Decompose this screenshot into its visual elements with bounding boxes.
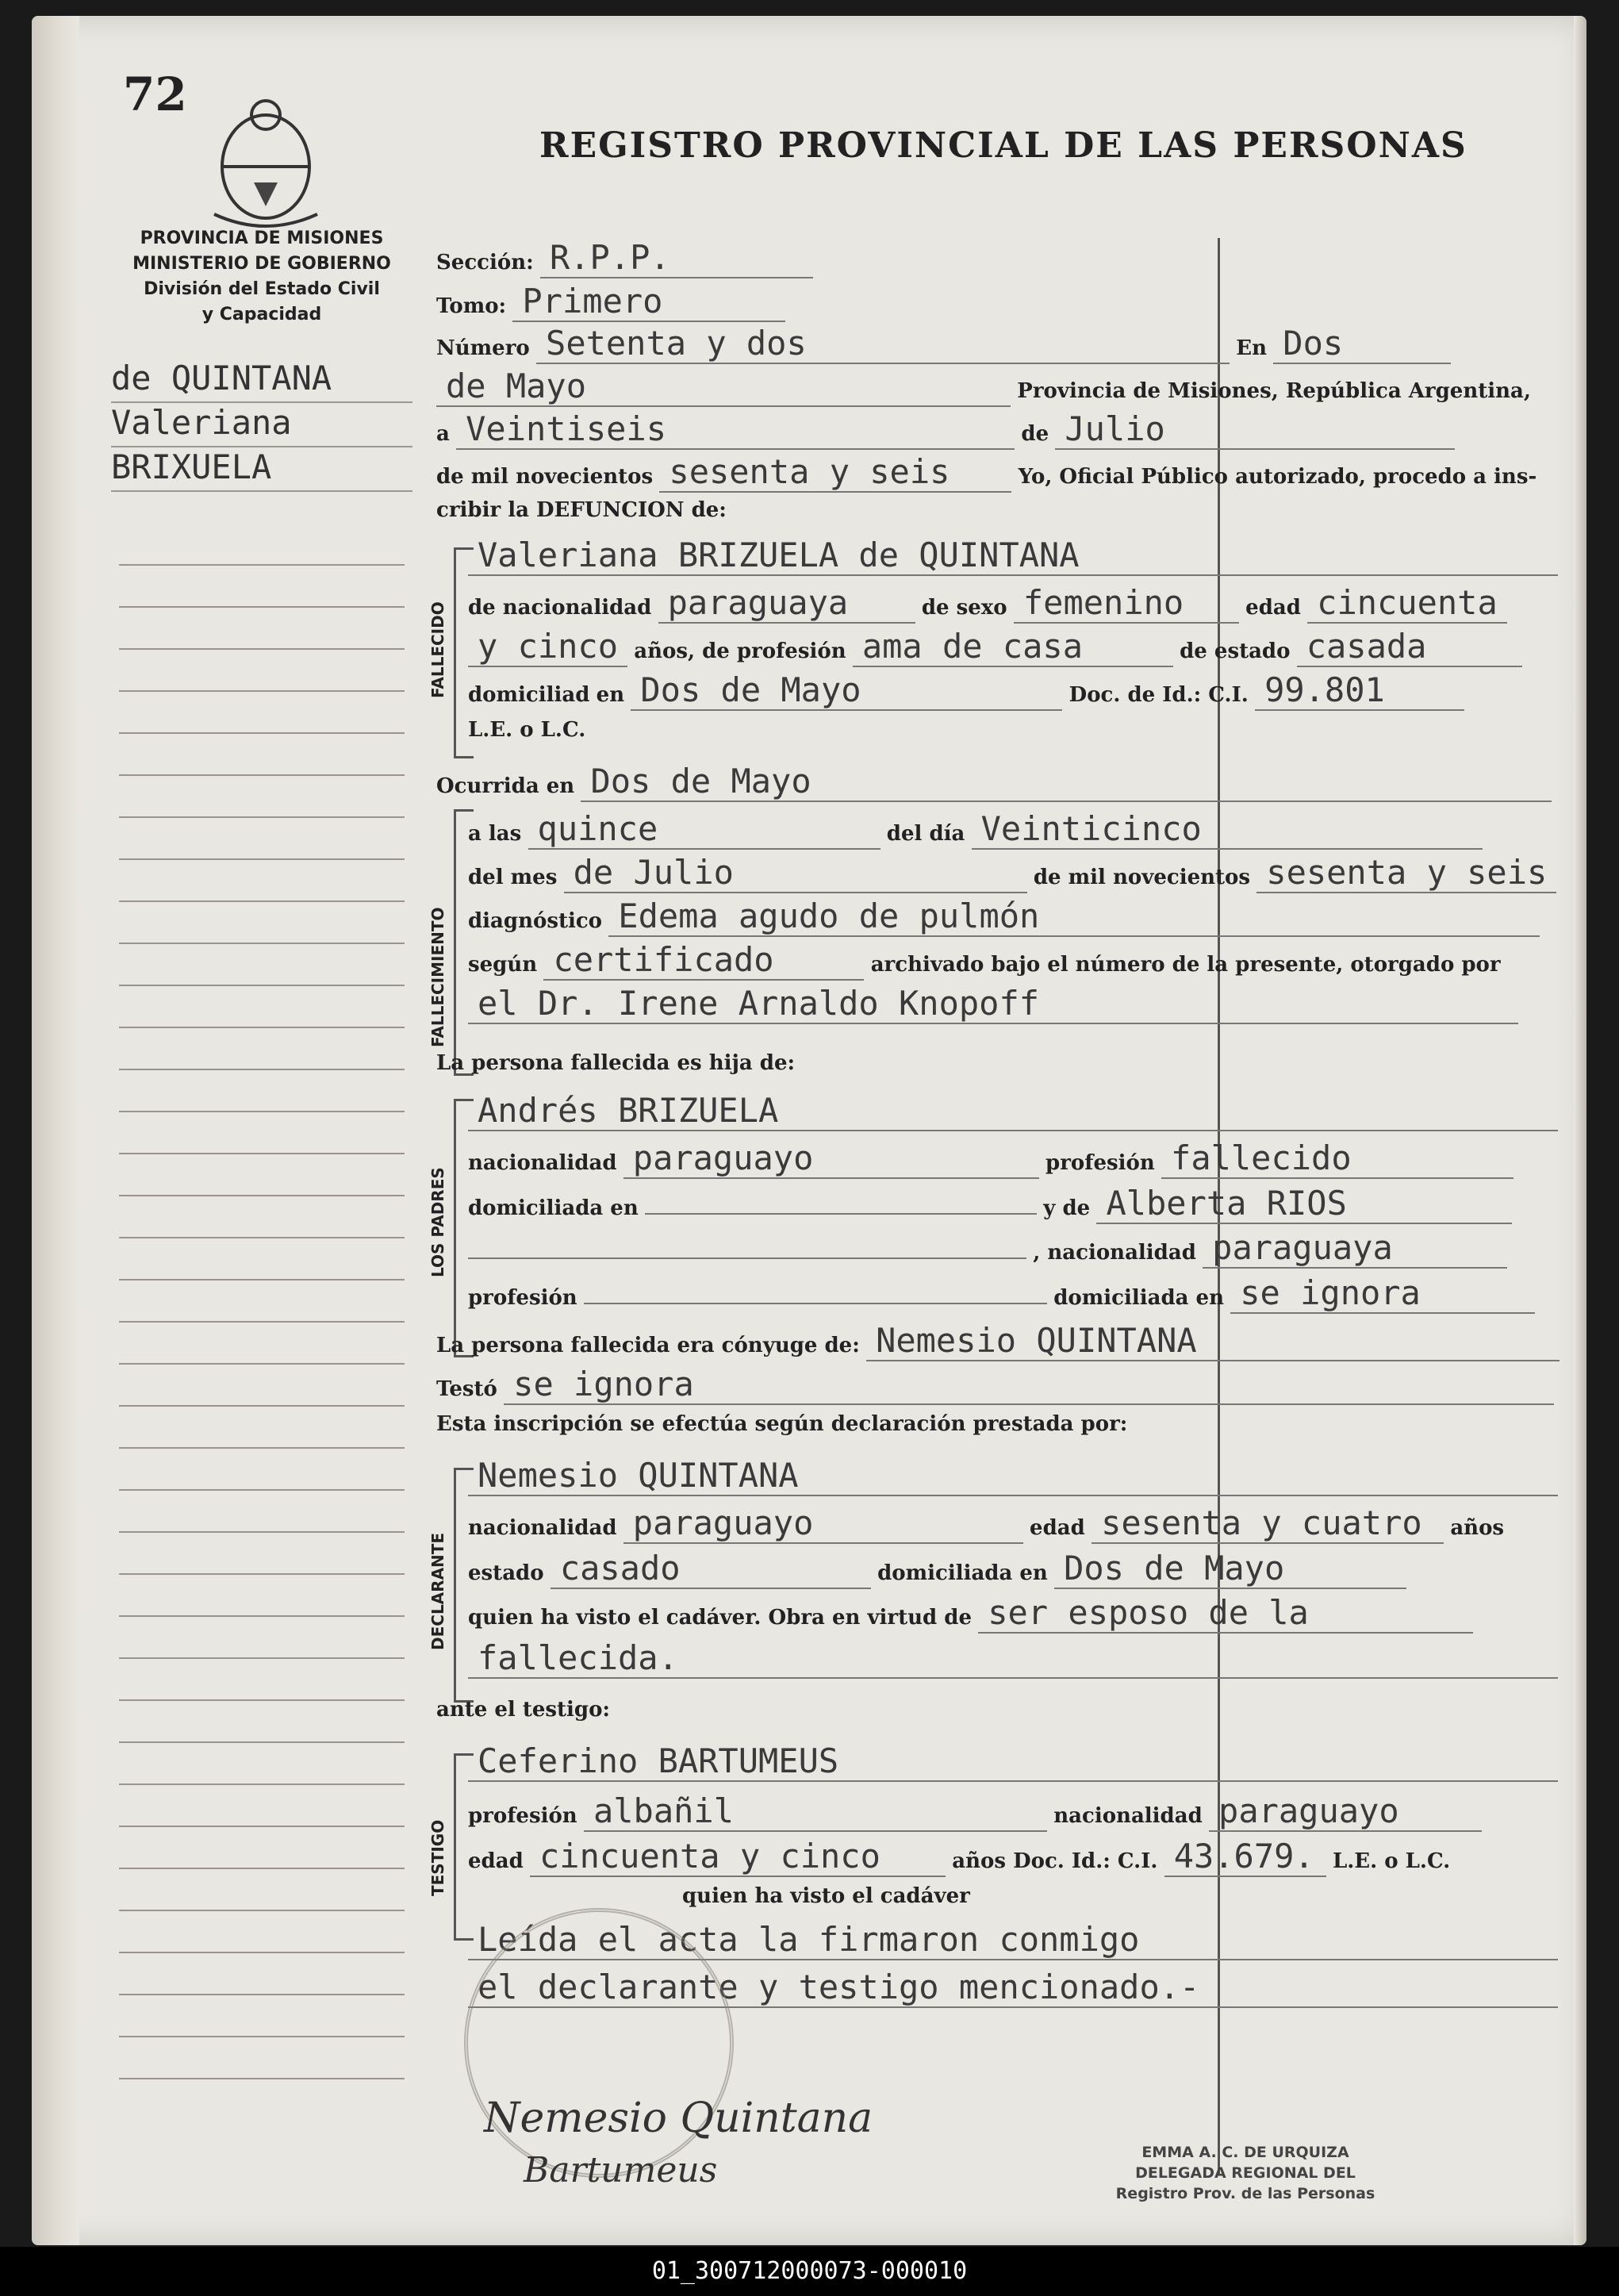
nacionalidad-value: paraguaya [658, 583, 915, 624]
madre-prof-row [468, 1273, 1535, 1314]
declarante-edad-value: sesenta y cuatro [1091, 1503, 1444, 1544]
declarante-anos-label: años [1450, 1516, 1505, 1540]
margin-name-line: de QUINTANA [111, 359, 412, 403]
register-page [32, 16, 1586, 2245]
cierre-text-2: el declarante y testigo mencionado.- [468, 1968, 1558, 2008]
edad-cont-value: y cinco [468, 627, 627, 667]
hija-label: La persona fallecida es hija de: [436, 1051, 796, 1075]
seccion-value: R.P.P. [540, 238, 813, 278]
padre-dom-label: domiciliada en [468, 1196, 639, 1220]
padre-nac-row [468, 1138, 1513, 1179]
signature-testigo: Bartumeus [524, 2150, 718, 2190]
lugar-value: de Mayo [436, 367, 1011, 407]
inscripcion-label: Esta inscripción se efectúa según declaración prestada por: [436, 1412, 1128, 1436]
fallecido-nombre: Valeriana BRIZUELA de QUINTANA [468, 536, 1558, 576]
testigo-visto-label: quien ha visto el cadáver [682, 1884, 970, 1908]
testigo-prof-row [468, 1791, 1482, 1832]
madre-dom-value: se ignora [1230, 1273, 1535, 1314]
profesion-row [468, 627, 1522, 667]
page-number: 72 [123, 67, 187, 121]
provincia-label: Provincia de Misiones, República Argentina, [1017, 379, 1531, 403]
testigo-nac-value: paraguayo [1209, 1791, 1482, 1832]
ocurrida-label: Ocurrida en [436, 774, 575, 798]
fallecimiento-section-label: FALLECIMIENTO [428, 907, 447, 1047]
coat-of-arms-icon [206, 87, 325, 238]
mes-value: Julio [1055, 409, 1455, 450]
numero-label: Número [436, 336, 530, 360]
padre-dom-value [645, 1213, 1037, 1215]
testigo-prof-value: albañil [584, 1791, 1047, 1832]
nacionalidad-row [468, 583, 1507, 624]
declarante-nac-value: paraguayo [623, 1503, 1023, 1544]
padre-prof-value: fallecido [1161, 1138, 1513, 1179]
edad-value: cincuenta [1307, 583, 1507, 624]
testigo-doc-label: años Doc. Id.: C.I. [952, 1849, 1158, 1873]
testigo-ci-value: 43.679. [1164, 1837, 1326, 1877]
book-binding [32, 16, 79, 2245]
delmes-row [468, 853, 1556, 893]
anio-fallecimiento-value: sesenta y seis [1256, 853, 1556, 893]
official-line: DELEGADA REGIONAL DEL [1135, 2164, 1356, 2182]
obra-value: ser esposo de la [978, 1593, 1473, 1634]
declarante-estado-label: estado [468, 1561, 544, 1585]
madre-nombre: Alberta RIOS [1096, 1184, 1512, 1224]
testigo-label: ante el testigo: [436, 1698, 611, 1722]
margin-name [111, 359, 412, 492]
seccion-label: Sección: [436, 251, 534, 275]
yo-label: Yo, Oficial Público autorizado, procedo a ins- [1018, 465, 1537, 489]
padres-section-label: LOS PADRES [428, 1167, 447, 1277]
domicilio-value: Dos de Mayo [631, 670, 1062, 711]
org-line: MINISTERIO DE GOBIERNO [132, 254, 391, 274]
tomo-label: Tomo: [436, 294, 507, 318]
visto-label: quien ha visto el cadáver. Obra en virtud de [468, 1606, 972, 1630]
testigo-edad-value: cincuenta y cinco [530, 1837, 946, 1877]
official-title [1079, 2142, 1412, 2204]
hora-row [468, 809, 1483, 850]
obra-cont-row [468, 1638, 1558, 1679]
padre-nombre: Andrés BRIZUELA [468, 1091, 1558, 1131]
testigo-row [468, 1741, 1558, 1782]
en-value: Dos [1273, 324, 1451, 364]
segun-row [468, 940, 1501, 981]
archivado-label: archivado bajo el número de la presente, otorgado por [870, 953, 1501, 977]
visto-row [468, 1593, 1473, 1634]
tomo-value: Primero [512, 282, 785, 322]
margin-ruled-lines [119, 524, 405, 2110]
lugar-row [436, 367, 1531, 407]
testigo-section-label: TESTIGO [428, 1819, 447, 1896]
issuing-organization [119, 226, 405, 328]
ocurrida-value: Dos de Mayo [581, 762, 1552, 802]
yde-label: y de [1043, 1196, 1091, 1220]
en-label: En [1236, 336, 1268, 360]
testigo-nac-label: nacionalidad [1053, 1804, 1203, 1828]
estado-label: de estado [1180, 639, 1291, 663]
dia-fallecimiento-value: Veinticinco [972, 809, 1483, 850]
testigo-edad-row [468, 1837, 1450, 1877]
dia-value: Veintiseis [456, 409, 1015, 450]
fecha-row [436, 409, 1455, 450]
alas-label: a las [468, 822, 522, 846]
profesion-label: años, de profesión [634, 639, 846, 663]
madre-dom-label: domiciliada en [1053, 1286, 1224, 1310]
domicilio-label: domiciliad [468, 683, 590, 707]
obra-cont-value: fallecida. [468, 1638, 1558, 1679]
ci-value: 99.801 [1255, 670, 1464, 711]
padre-nac-label: nacionalidad [468, 1151, 617, 1175]
testigo-nombre: Ceferino BARTUMEUS [468, 1741, 1558, 1782]
segun-label: según [468, 953, 538, 977]
nacionalidad-label: de nacionalidad [468, 596, 652, 620]
segun-value: certificado [543, 940, 864, 981]
org-line: PROVINCIA DE MISIONES [140, 228, 384, 248]
padre-dom-row [468, 1184, 1512, 1224]
declarante-estado-row [468, 1549, 1406, 1589]
signature-declarante: Nemesio Quintana [484, 2094, 873, 2142]
declarante-estado-value: casado [551, 1549, 871, 1589]
padre-row [468, 1091, 1558, 1131]
conyuge-label: La persona fallecida era cónyuge de: [436, 1334, 860, 1357]
official-line: Registro Prov. de las Personas [1115, 2185, 1375, 2202]
image-id-footer: 01_300712000073-000010 [0, 2247, 1619, 2296]
sexo-value: femenino [1014, 583, 1239, 624]
cribir-label: cribir la DEFUNCION de: [436, 498, 727, 522]
margin-name-line: BRIXUELA [111, 447, 412, 492]
nombre-row [468, 536, 1558, 576]
diagnostico-row [468, 897, 1540, 937]
cierre-text-1: Leída el acta la firmaron conmigo [468, 1920, 1558, 1960]
declarante-dom-label: domiciliada en [877, 1561, 1048, 1585]
medico-row [468, 984, 1518, 1024]
madre-nac-label: , nacionalidad [1033, 1241, 1196, 1265]
estado-value: casada [1297, 627, 1522, 667]
le-label: L.E. o L.C. [468, 718, 586, 742]
en-label: en [596, 683, 625, 707]
profesion-value: ama de casa [853, 627, 1173, 667]
domicilio-row [468, 670, 1464, 711]
fallecido-section-label: FALLECIDO [428, 601, 447, 698]
deldia-label: del día [886, 822, 965, 846]
madre-prof-value [584, 1303, 1047, 1304]
padre-prof-label: profesión [1045, 1151, 1155, 1175]
declarante-row [468, 1456, 1558, 1496]
diagnostico-value: Edema agudo de pulmón [608, 897, 1540, 937]
numero-value: Setenta y dos [536, 324, 1230, 364]
conyuge-row [436, 1321, 1560, 1361]
madre-prof-label: profesión [468, 1286, 577, 1310]
demil-label: de mil novecientos [1033, 866, 1251, 889]
document-title: REGISTRO PROVINCIAL DE LAS PERSONAS [539, 125, 1467, 166]
sexo-label: de sexo [921, 596, 1007, 620]
testo-value: se ignora [504, 1365, 1554, 1405]
declarante-edad-label: edad [1030, 1516, 1085, 1540]
testigo-prof-label: profesión [468, 1804, 577, 1828]
padre-nac-value: paraguayo [623, 1138, 1039, 1179]
testigo-le-label: L.E. o L.C. [1332, 1849, 1451, 1873]
madre-blank [468, 1257, 1026, 1259]
declarante-nombre: Nemesio QUINTANA [468, 1456, 1558, 1496]
madre-nac-row [468, 1228, 1507, 1269]
delmes-value: de Julio [564, 853, 1027, 893]
de-mil-label: de mil novecientos [436, 465, 654, 489]
conyuge-value: Nemesio QUINTANA [866, 1321, 1560, 1361]
testigo-edad-label: edad [468, 1849, 524, 1873]
madre-nac-value: paraguaya [1203, 1228, 1507, 1269]
official-line: EMMA A. C. DE URQUIZA [1141, 2144, 1349, 2161]
org-line: y Capacidad [201, 305, 322, 324]
seccion-row [436, 238, 813, 278]
declarante-section-label: DECLARANTE [428, 1532, 447, 1650]
declarante-nac-label: nacionalidad [468, 1516, 617, 1540]
delmes-label: del mes [468, 866, 558, 889]
declarante-nac-row [468, 1503, 1504, 1544]
anio-row [436, 452, 1537, 493]
medico-value: el Dr. Irene Arnaldo Knopoff [468, 984, 1518, 1024]
numero-row [436, 324, 1451, 364]
declarante-dom-value: Dos de Mayo [1054, 1549, 1406, 1589]
testo-row [436, 1365, 1554, 1405]
edad-label: edad [1245, 596, 1301, 620]
anio-value: sesenta y seis [659, 452, 1011, 493]
testo-label: Testó [436, 1377, 497, 1401]
ocurrida-row [436, 762, 1552, 802]
margin-name-line: Valeriana [111, 403, 412, 447]
a-label: a [436, 422, 450, 446]
tomo-row [436, 282, 785, 322]
org-line: División del Estado Civil [144, 279, 380, 299]
doc-label: Doc. de Id.: C.I. [1068, 683, 1249, 707]
diagnostico-label: diagnóstico [468, 909, 603, 933]
de-label: de [1021, 422, 1049, 446]
hora-value: quince [528, 809, 880, 850]
